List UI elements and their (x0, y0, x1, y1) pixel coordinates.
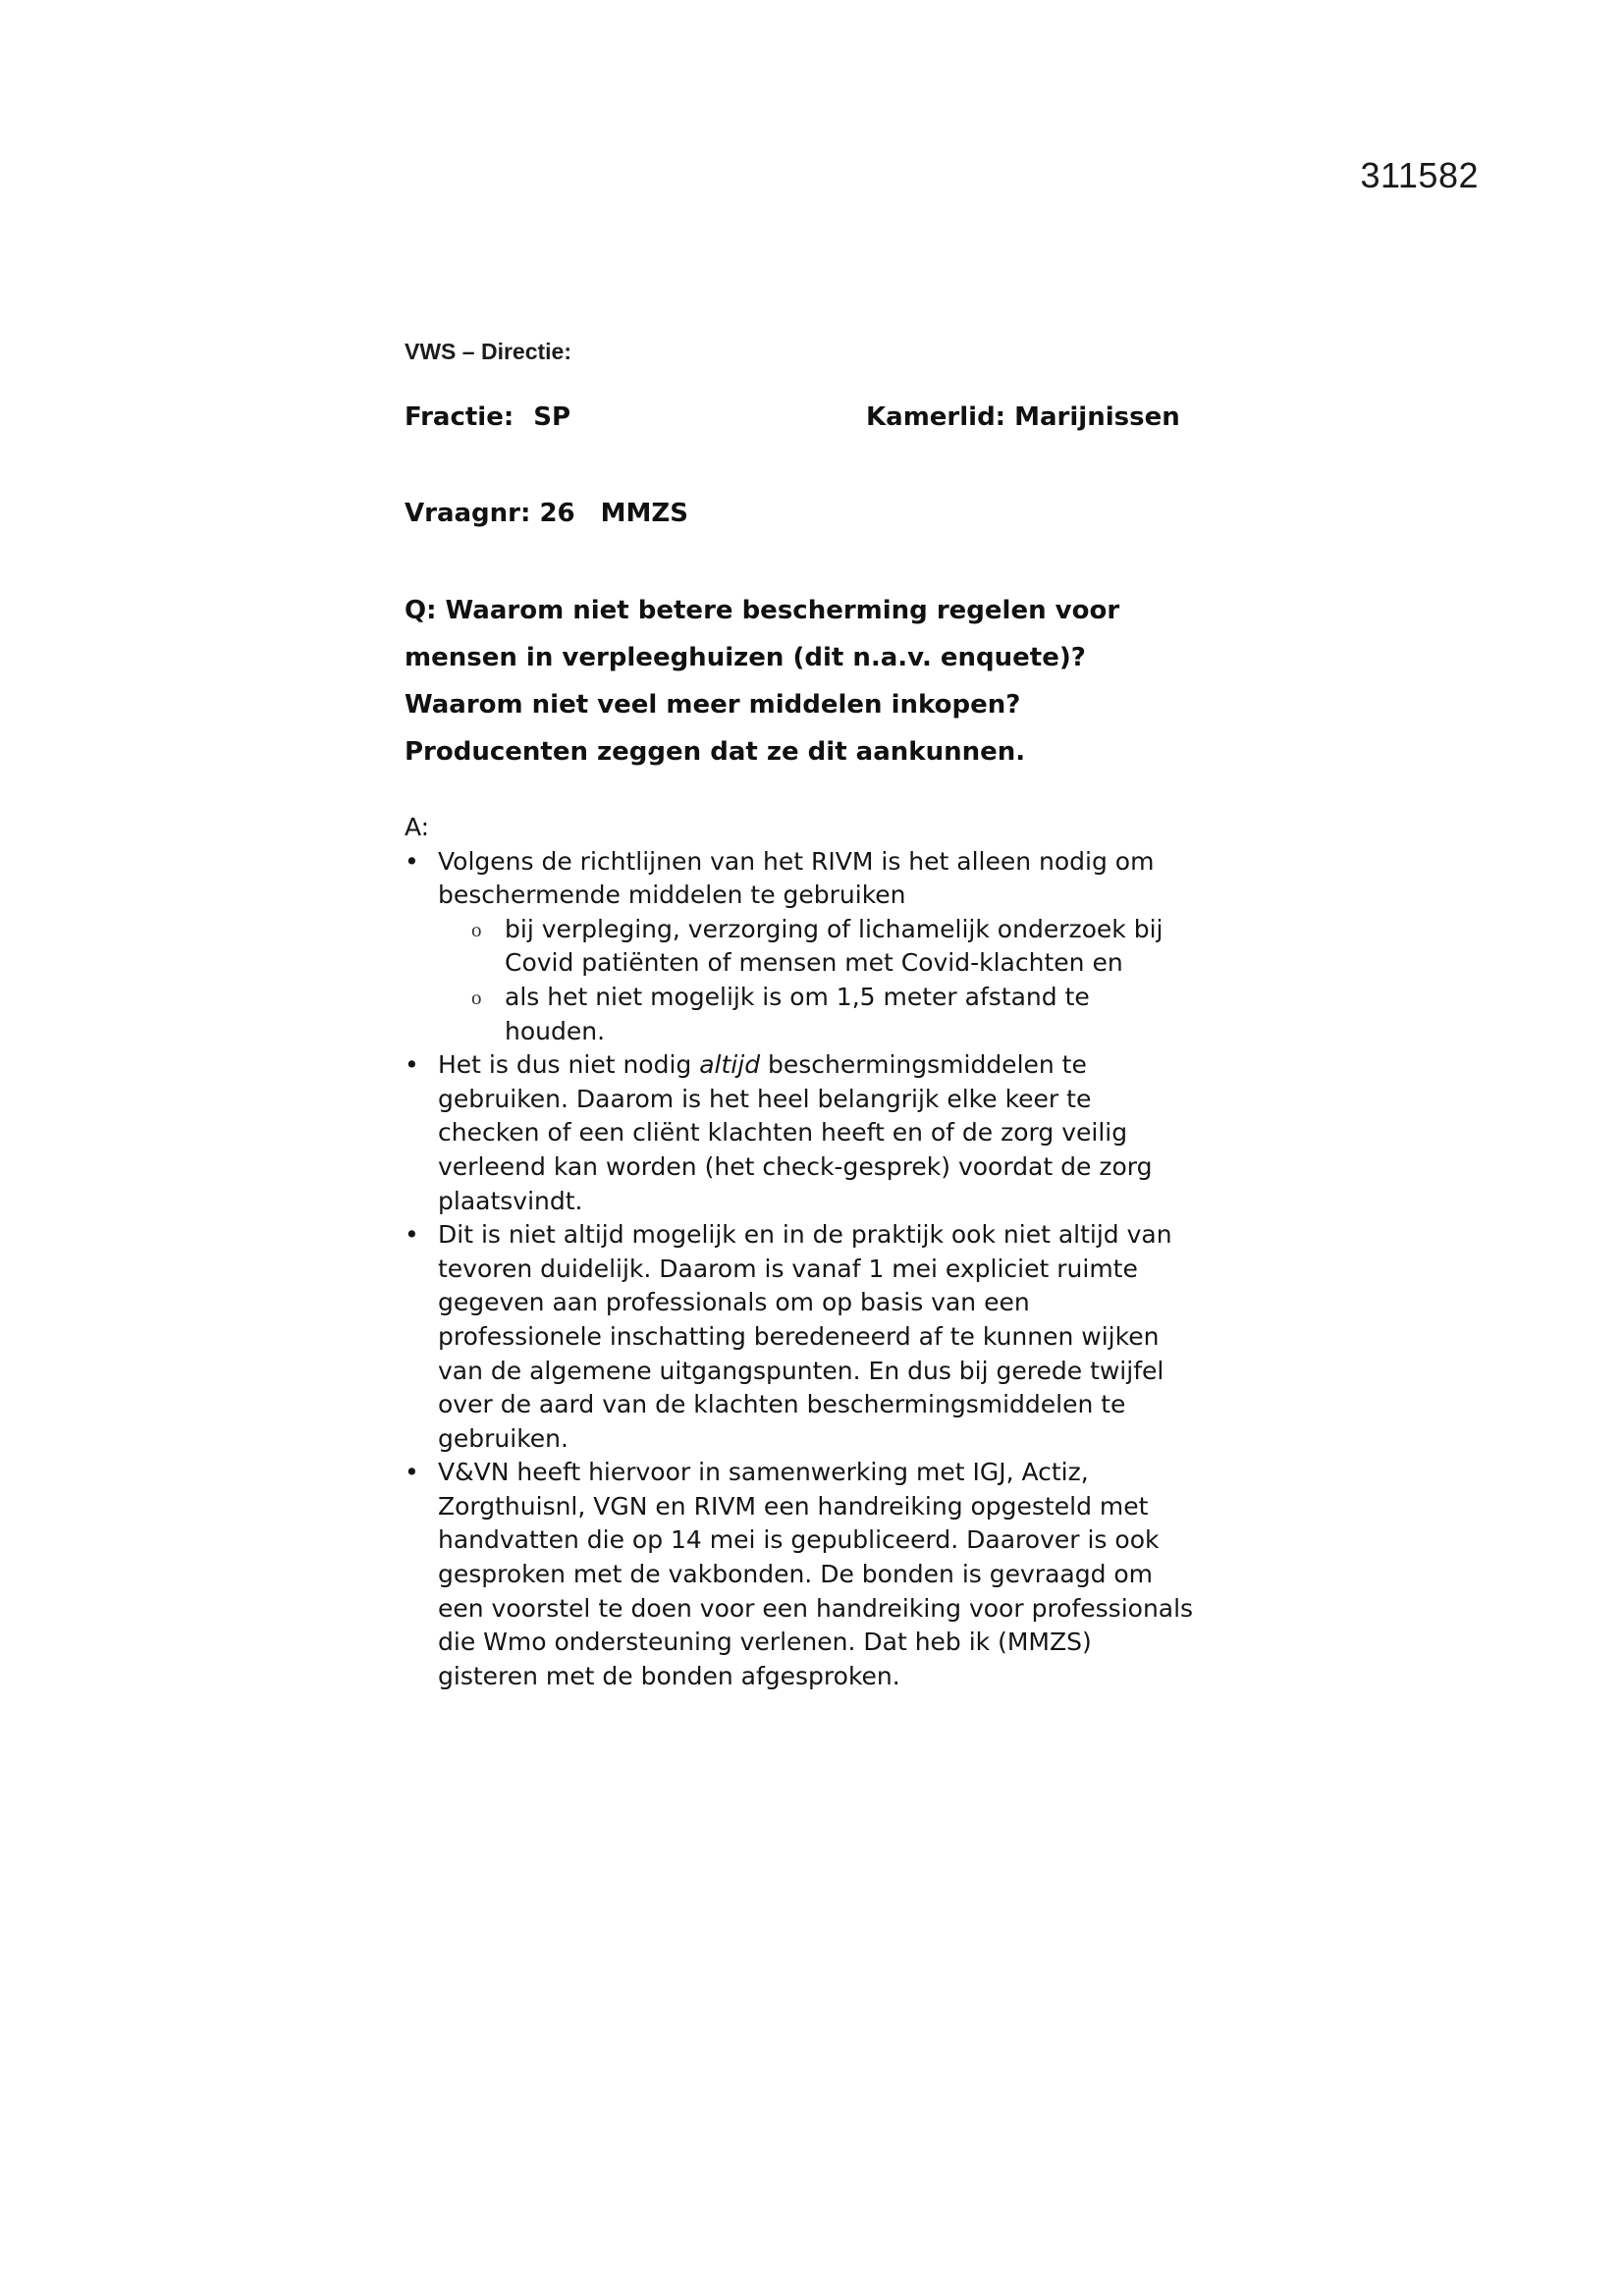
text-line: • Dit is niet altijd mogelijk en in de praktijk ook niet altijd van (438, 1220, 1172, 1250)
text-line: checken of een cliënt klachten heeft en of de zorg veilig (438, 1118, 1128, 1148)
text-line: verleend kan worden (het check-gesprek) voordat de zorg (438, 1151, 1153, 1181)
kamerlid (866, 402, 1180, 432)
kamerlid-value: Marijnissen (1014, 402, 1180, 432)
answer-bullet-list (405, 845, 1269, 1694)
text-line: van de algemene uitgangspunten. En dus bij gerede twijfel (438, 1356, 1164, 1385)
text-line: gegeven aan professionals om op basis van een (438, 1288, 1030, 1317)
answer-bullet-3 (405, 1218, 1269, 1456)
text-line: tevoren duidelijk. Daarom is vanaf 1 mei expliciet ruimte (438, 1254, 1138, 1283)
answer-subbullet-2 (438, 981, 1269, 1048)
fractie-value: SP (533, 402, 571, 432)
text-line (438, 1048, 1269, 1083)
text-line: • V&VN heeft hiervoor in samenwerking met IGJ, Actiz, (438, 1458, 1089, 1487)
text-line: professionele inschatting beredeneerd af te kunnen wijken (438, 1321, 1160, 1351)
directie-header (405, 339, 1288, 365)
text-line: beschermende middelen te gebruiken (438, 881, 906, 910)
answer-bullet-2 (405, 1048, 1269, 1218)
document-number: 311582 (1360, 155, 1479, 195)
text-line: gisteren met de bonden afgesproken. (438, 1661, 900, 1690)
question-line: Q: Waarom niet betere bescherming regelen voor (405, 596, 1120, 625)
vraagnr-value: 26 (539, 499, 575, 528)
question-block (405, 587, 1249, 775)
answer-bullet-4 (405, 1456, 1269, 1693)
answer-subbullet-1 (438, 913, 1269, 981)
text-line: die Wmo ondersteuning verlenen. Dat heb ik (MMZS) (438, 1628, 1092, 1657)
text-line: een voorstel te doen voor een handreiking voor professionals (438, 1593, 1194, 1623)
text-line: over de aard van de klachten beschermingsmiddelen te (438, 1390, 1126, 1419)
text-line: houden. (505, 1016, 606, 1045)
question-line: mensen in verpleeghuizen (dit n.a.v. enquete)? (405, 643, 1086, 672)
text-line: o bij verpleging, verzorging of lichamelijk onderzoek bij (505, 914, 1164, 943)
answer-label: A: (405, 813, 430, 841)
emphasis-text: altijd (699, 1050, 761, 1080)
fractie-label: Fractie: (405, 402, 514, 432)
text-line: • Volgens de richtlijnen van het RIVM is het alleen nodig om (438, 846, 1155, 876)
text-segment: beschermingsmiddelen te (760, 1050, 1087, 1080)
text-line: gebruiken. Daarom is het heel belangrijk elke keer te (438, 1084, 1092, 1113)
directie-label: VWS – Directie: (405, 339, 571, 364)
fractie (405, 402, 570, 432)
text-line: gesproken met de vakbonden. De bonden is gevraagd om (438, 1560, 1154, 1589)
text-line: Covid patiënten of mensen met Covid-klachten en (505, 948, 1123, 978)
kamerlid-label: Kamerlid: (866, 402, 1006, 432)
text-line: Zorgthuisnl, VGN en RIVM een handreiking opgesteld met (438, 1491, 1149, 1521)
text-line: gebruiken. (438, 1423, 568, 1453)
answer-block (405, 811, 1269, 1693)
question-line: Waarom niet veel meer middelen inkopen? (405, 690, 1021, 720)
answer-bullet-1 (405, 845, 1269, 1049)
text-line: handvatten die op 14 mei is gepubliceerd. Daarover is ook (438, 1525, 1160, 1555)
answer-subbullet-list (438, 913, 1269, 1048)
text-line: o als het niet mogelijk is om 1,5 meter afstand te (505, 982, 1090, 1011)
question-line: Producenten zeggen dat ze dit aankunnen. (405, 737, 1026, 767)
vraagnr-row (405, 499, 688, 528)
vraagnr-code: MMZS (600, 499, 688, 528)
text-line: plaatsvindt. (438, 1186, 583, 1215)
text-segment: Het is dus niet nodig (438, 1050, 700, 1080)
vraagnr-label: Vraagnr: (405, 499, 531, 528)
